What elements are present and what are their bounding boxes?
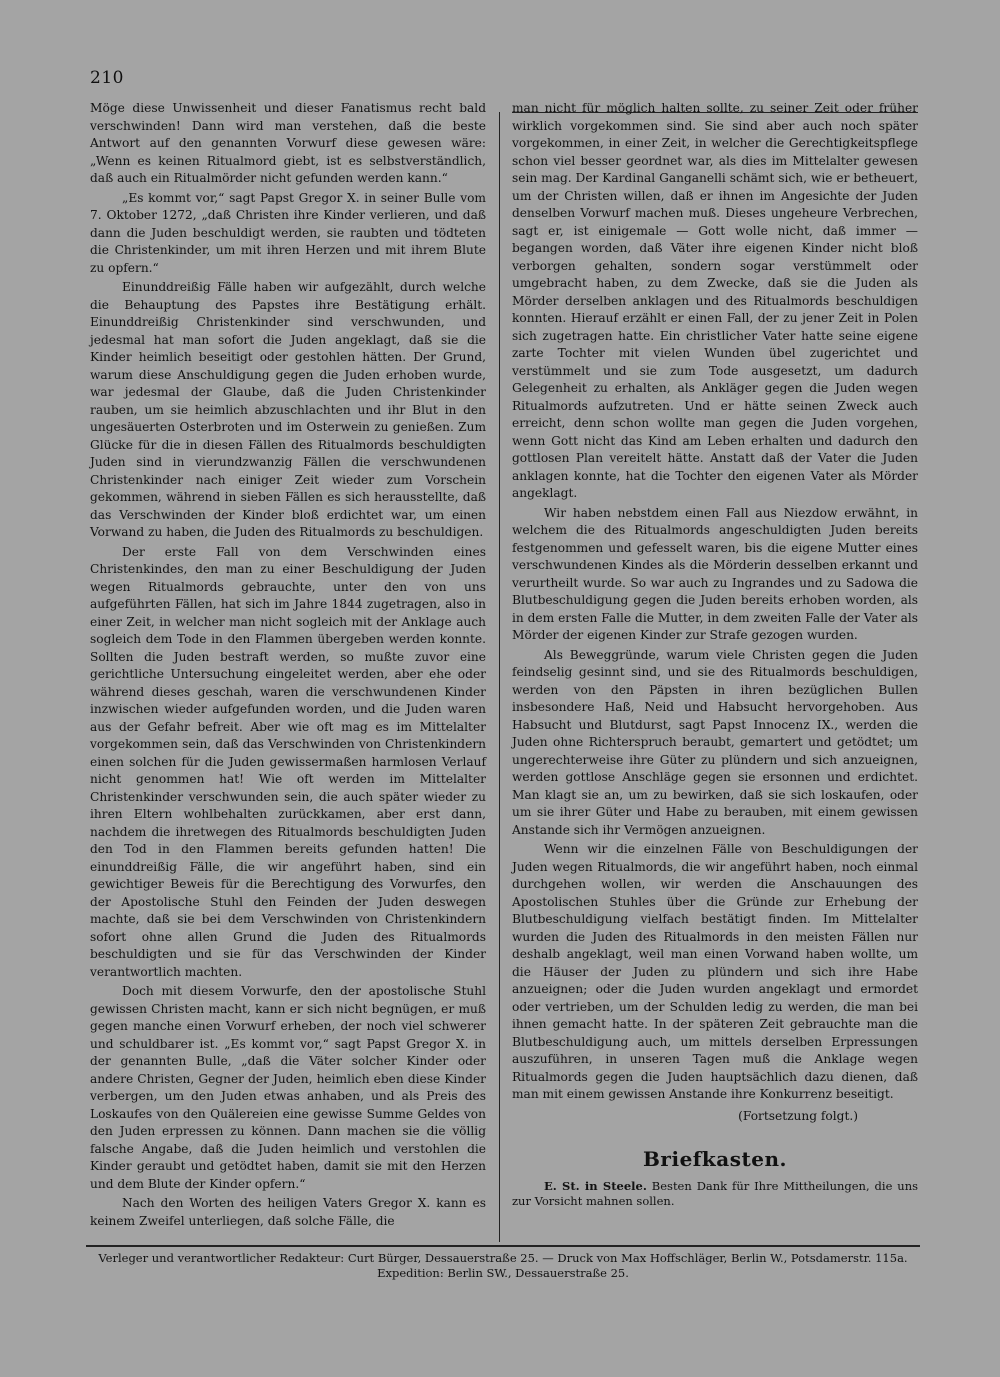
left-paragraph-6: Nach den Worten des heiligen Vaters Gregor X. kann es keinem Zweifel unterliegen, daß solche Fälle, die [90,1196,486,1228]
letterbox-entry [512,1179,918,1209]
right-column [512,100,918,1209]
imprint-line-1: Verleger und verantwortlicher Redakteur: Curt Bürger, Dessauerstraße 25. — Druck von Max Hoffschläger, Berlin W., Potsdamerstr. 115a. [98,1251,908,1265]
imprint-footer [86,1251,920,1281]
letterbox-message: Besten Dank für Ihre Mittheilungen, die uns zur Vorsicht mahnen sollen. [512,1178,919,1208]
letterbox-title: Briefkasten. [643,1147,787,1171]
imprint-line-2: Expedition: Berlin SW., Dessauerstraße 25. [377,1266,629,1280]
right-paragraph-2: Wir haben nebstdem einen Fall aus Niezdow erwähnt, in welchem die des Ritualmords angeschuldigten Juden bereits festgenommen und gefesselt waren, bis die eigene Mutter eines verschwundenen Kindes als die Mörderin desselben erkannt und verurtheilt wurde. So war auch zu Ingrandes und zu Sadowa die Blutbeschuldigung gegen die Juden bereits erhoben worden, als in dem ersten Falle die Mutter, in dem zweiten Falle der Vater als Mörder der eigenen Kinder zur Strafe gezogen wurden. [512,505,918,642]
letterbox-recipient: E. St. in Steele. [544,1178,647,1193]
column-divider [499,112,500,1242]
right-paragraph-1: man nicht für möglich halten sollte, zu seiner Zeit oder früher wirklich vorgekommen sind. Sie sind aber auch noch später vorgekommen, in einer Zeit, in welcher die Gerechtigkeitspflege schon viel besser geordnet war, als dies im Mittelalter gewesen sein mag. Der Kardinal Ganganelli schämt sich, wie er betheuert, um der Christen willen, daß er ihnen im Angesichte der Juden denselben Vorwurf machen muß. Dieses ungeheure Verbrechen, sagt er, ist einigemale — Gott wolle nicht, daß immer — begangen worden, daß Väter ihre eigenen Kinder nicht bloß verborgen gehalten, sondern sogar verstümmelt oder umgebracht haben, zu dem Zwecke, daß sie die Juden als Mörder derselben anklagen und des Ritualmords beschuldigen konnten. Hierauf erzählt er einen Fall, der zu jener Zeit in Polen sich zugetragen hatte. Ein christlicher Vater hatte seine eigene zarte Tochter mit vielen Wunden übel zugerichtet und verstümmelt und sie zum Tode ausgesetzt, um dadurch Gelegenheit zu erhalten, als Ankläger gegen die Juden wegen Ritualmords aufzutreten. Und er hätte seinen Zweck auch erreicht, denn schon wollte man gegen die Juden vorgehen, wenn Gott nicht das Kind am Leben erhalten und dadurch den gottlosen Plan vereitelt hätte. Anstatt daß der Vater die Juden anklagen konnte, hat die Tochter den eigenen Vater als Mörder angeklagt. [512,101,918,500]
left-paragraph-5: Doch mit diesem Vorwurfe, den der apostolische Stuhl gewissen Christen macht, kann er sich nicht begnügen, er muß gegen manche einen Vorwurf erheben, der noch viel schwerer und schuldbarer ist. „Es kommt vor,“ sagt Papst Gregor X. in der genannten Bulle, „daß die Väter solcher Kinder oder andere Christen, Gegner der Juden, heimlich eben diese Kinder verbergen, um den Juden etwas anhaben, und als Preis des Loskaufes von den Quälereien eine gewisse Summe Geldes von den Juden erpressen zu können. Dann machen sie die völlig falsche Angabe, daß die Juden heimlich und verstohlen die Kinder geraubt und getödtet haben, damit sie mit den Herzen und dem Blute der Kinder opfern.“ [90,984,486,1191]
right-paragraph-3: Als Beweggründe, warum viele Christen gegen die Juden feindselig gesinnt sind, und sie des Ritualmords beschuldigen, werden von den Päpsten in ihren bezüglichen Bullen insbesondere Haß, Neid und Habsucht hervorgehoben. Aus Habsucht und Blutdurst, sagt Papst Innocenz IX., werden die Juden ohne Richterspruch beraubt, gemartert und getödtet; um ungerechterweise ihre Güter zu plündern und sich anzueignen, werden gottlose Anschläge gegen sie ersonnen und erdichtet. Man klagt sie an, um zu bewirken, daß sie sich loskaufen, oder um sie ihrer Güter und Habe zu berauben, mit einem gewissen Anstande sich ihr Vermögen anzueignen. [512,647,918,837]
page-number: 210 [90,68,124,88]
left-paragraph-3: Einunddreißig Fälle haben wir aufgezählt, durch welche die Behauptung des Papstes ihre Bestätigung erhält. Einunddreißig Christenkinder sind verschwunden, und jedesmal hat man sofort die Juden angeklagt, daß sie die Kinder heimlich beseitigt oder gestohlen hätten. Der Grund, warum diese Anschuldigung gegen die Juden erhoben wurde, war jedesmal der Glaube, daß die Juden Christenkinder rauben, um sie heimlich abzuschlachten und ihr Blut in den ungesäuerten Osterbroten und im Osterwein zu genießen. Zum Glücke für die in diesen Fällen des Ritualmords beschuldigten Juden sind in vierundzwanzig Fällen die verschwundenen Christenkinder nach einiger Zeit wieder zum Vorschein gekommen, während in sieben Fällen es sich herausstellte, daß das Verschwinden der Kinder bloß erdichtet war, um einen Vorwand zu haben, die Juden des Ritualmords zu beschuldigen. [90,280,486,539]
left-paragraph-4: Der erste Fall von dem Verschwinden eines Christenkindes, den man zu einer Beschuldigung der Juden wegen Ritualmords gebrauchte, unter den von uns aufgeführten Fällen, hat sich im Jahre 1844 zugetragen, also in einer Zeit, in welcher man nicht sogleich mit der Anklage auch sogleich dem Tode in den Flammen übergeben werden konnte. Sollten die Juden bestraft werden, so mußte zuvor eine gerichtliche Untersuchung eingeleitet werden, aber ehe oder während dieses geschah, waren die verschwundenen Kinder inzwischen wieder aufgefunden worden, und die Juden waren aus der Gefahr befreit. Aber wie oft mag es im Mittelalter vorgekommen sein, daß das Verschwinden von Christenkindern einen solchen für die Juden gewissermaßen harmlosen Verlauf nicht genommen hat! Wie oft werden im Mittelalter Christenkinder verschwunden sein, die auch später wieder zu ihren Eltern wohlbehalten zurückkamen, aber erst dann, nachdem die ihretwegen des Ritualmords beschuldigten Juden den Tod in den Flammen bereits gefunden hatten! Die einunddreißig Fälle, die wir angeführt haben, sind ein gewichtiger Beweis für die Berechtigung des Vorwurfes, den der Apostolische Stuhl den Feinden der Juden deswegen machte, daß sie bei dem Verschwinden von Christenkindern sofort ohne allen Grund die Juden des Ritualmords beschuldigten und sie für das Verschwinden der Kinder verantwortlich machten. [90,544,486,979]
left-paragraph-1: Möge diese Unwissenheit und dieser Fanatismus recht bald verschwinden! Dann wird man verstehen, daß die beste Antwort auf den genannten Vorwurf diese gewesen wäre: „Wenn es keinen Ritualmord giebt, ist es selbstverständlich, daß auch ein Ritualmörder nicht gefunden werden kann.“ [90,101,486,185]
right-paragraph-4: Wenn wir die einzelnen Fälle von Beschuldigungen der Juden wegen Ritualmords, die wir angeführt haben, noch einmal durchgehen wollen, wir werden die Anschauungen des Apostolischen Stuhles über die Gründe zur Erhebung der Blutbeschuldigung vielfach bestätigt finden. Im Mittelalter wurden die Juden des Ritualmords in den meisten Fällen nur deshalb angeklagt, weil man einen Vorwand haben wollte, um die Häuser der Juden zu plündern und sich ihre Habe anzueignen; oder die Juden wurden angeklagt und ermordet oder vertrieben, um der Schulden ledig zu werden, die man bei ihnen gemacht hatte. In der späteren Zeit gebrauchte man die Blutbeschuldigung auch, um mittels derselben Erpressungen auszuführen, in unseren Tagen muß die Anklage wegen Ritualmords gegen die Juden hauptsächlich dazu dienen, daß man mit einem gewissen Anstande ihre Konkurrenz beseitigt. [512,842,918,1101]
continued-note: (Fortsetzung folgt.) [738,1108,858,1123]
footer-rule [86,1245,920,1247]
left-paragraph-2: „Es kommt vor,“ sagt Papst Gregor X. in seiner Bulle vom 7. Oktober 1272, „daß Christen ihre Kinder verlieren, und daß dann die Juden beschuldigt werden, sie raubten und tödteten die Christenkinder, um mit ihren Herzen und mit ihrem Blute zu opfern.“ [90,190,486,275]
left-column [90,100,486,1232]
